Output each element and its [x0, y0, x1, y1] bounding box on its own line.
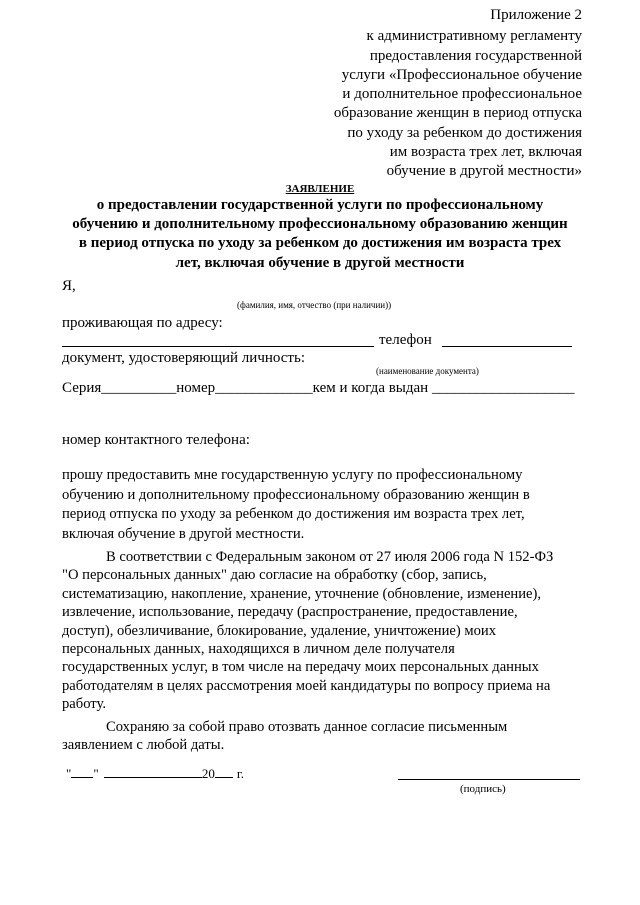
title-heading: ЗАЯВЛЕНИЕ	[285, 183, 355, 195]
consent-line: "О персональных данных" даю согласие на обработку (сбор, запись,	[62, 567, 487, 584]
consent-line: персональных данных, находящихся в личном деле получателя	[62, 641, 455, 658]
date-field[interactable]	[66, 766, 244, 782]
document-label: документ, удостоверяющий личность:	[62, 350, 305, 366]
appendix-number: Приложение 2	[490, 7, 582, 23]
title-line: обучению и дополнительному профессиональному образованию женщин	[72, 216, 568, 233]
fio-hint: (фамилия, имя, отчество (при наличии))	[237, 300, 392, 310]
date-year-prefix: 20	[201, 766, 215, 781]
consent-line: работодателям в целях рассмотрения моей кандидатуры по вопросу приема на	[62, 677, 551, 694]
appendix-line: предоставления государственной	[369, 47, 582, 64]
request-line: период отпуска по уходу за ребенком до достижения им возраста трех лет,	[62, 506, 525, 522]
withdraw-paragraph	[62, 718, 580, 755]
date-quote-open: "	[66, 766, 72, 781]
request-line: обучению и дополнительному профессиональному образованию женщин в	[62, 486, 530, 503]
contact-phone-label: номер контактного телефона:	[62, 432, 250, 448]
request-line: включая обучение в другой местности.	[62, 525, 305, 542]
appendix-line: им возраста трех лет, включая	[389, 144, 582, 161]
consent-paragraph	[62, 548, 580, 714]
date-g: г.	[236, 766, 244, 781]
phone-label: телефон	[379, 332, 432, 348]
appendix-line: и дополнительное профессиональное	[342, 86, 582, 103]
address-field[interactable]	[62, 346, 374, 347]
consent-line: извлечение, использование, передачу (распространение, предоставление,	[62, 604, 518, 621]
title-line: в период отпуска по уходу за ребенком до достижения им возраста трех	[78, 235, 562, 252]
consent-line: работу.	[62, 696, 106, 713]
title-line: о предоставлении государственной услуги по профессиональному	[96, 197, 544, 213]
appendix-line: обучение в другой местности»	[386, 163, 582, 180]
consent-line: систематизацию, накопление, хранение, уточнение (обновление, изменение),	[62, 585, 542, 602]
withdraw-line: заявлением с любой даты.	[62, 737, 225, 754]
i-label: Я,	[62, 278, 76, 294]
document-title	[60, 183, 580, 273]
appendix-line: по уходу за ребенком до достижения	[347, 124, 582, 141]
request-line: прошу предоставить мне государственную услугу по профессиональному	[62, 467, 523, 483]
appendix-line: к административному регламенту	[366, 28, 582, 45]
series-number-line[interactable]: Серия__________номер_____________кем и когда выдан ___________________	[62, 380, 575, 396]
signature-field[interactable]	[398, 779, 580, 780]
consent-line: В соответствии с Федеральным законом от 27 июля 2006 года N 152-ФЗ	[106, 549, 554, 565]
appendix-line: услуги «Профессиональное обучение	[341, 66, 582, 83]
consent-line: доступ), обезличивание, блокирование, удаление, уничтожение) моих	[62, 622, 497, 639]
appendix-line: образование женщин в период отпуска	[333, 105, 582, 122]
consent-line: государственных услуг, в том числе на передачу моих персональных данных	[62, 659, 539, 676]
phone-field[interactable]	[442, 346, 572, 347]
appendix-block	[334, 6, 582, 182]
address-label: проживающая по адресу:	[62, 315, 223, 331]
request-paragraph	[62, 466, 580, 544]
document-hint: (наименование документа)	[376, 366, 479, 376]
signature-hint: (подпись)	[460, 783, 506, 795]
title-line: лет, включая обучение в другой местности	[175, 254, 465, 271]
withdraw-line: Сохраняю за собой право отозвать данное согласие письменным	[106, 719, 508, 735]
date-quote-close: "	[93, 766, 99, 781]
